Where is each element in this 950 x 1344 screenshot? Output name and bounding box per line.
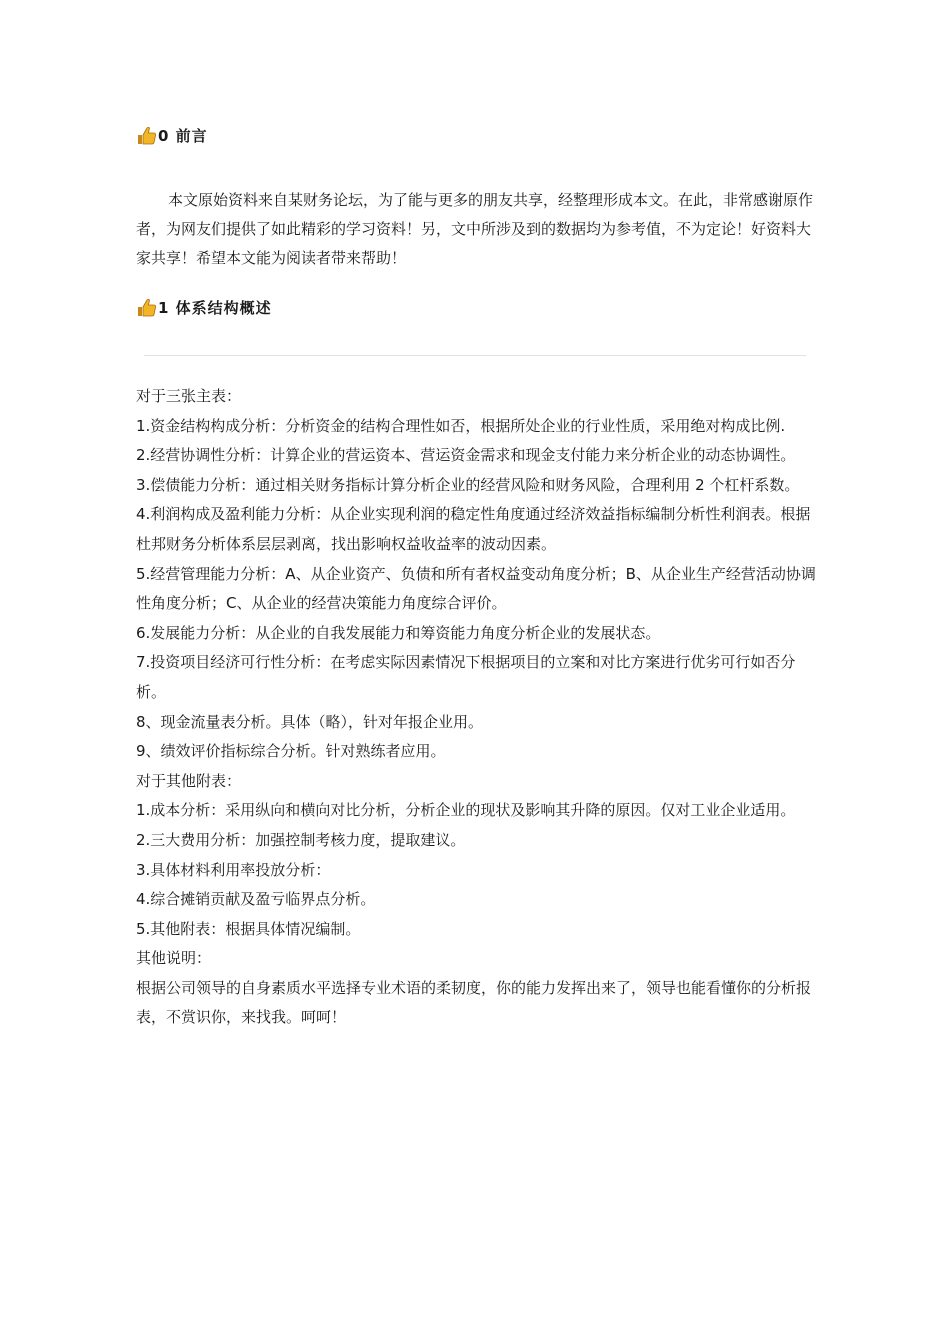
- list-item: 1.资金结构构成分析：分析资金的结构合理性如否，根据所处企业的行业性质，采用绝对构成比例.: [136, 416, 786, 435]
- overview-heading-text: 1 体系结构概述: [158, 298, 272, 317]
- analysis-list: [136, 382, 816, 1033]
- list-item: 3.具体材料利用率投放分析：: [136, 860, 331, 879]
- thumbs-up-icon: [136, 124, 158, 146]
- list-item: 9、绩效评价指标综合分析。针对熟练者应用。: [136, 742, 446, 761]
- list-item: 5.经营管理能力分析：A、从企业资产、负债和所有者权益变动角度分析；B、从企业生产经营活动协调性角度分析；C、从企业的经营决策能力角度综合评价。: [136, 564, 816, 613]
- list-item: 对于三张主表：: [136, 387, 242, 405]
- list-item: 其他说明：: [136, 949, 212, 968]
- preface-heading: [136, 124, 208, 146]
- list-item: 1.成本分析：采用纵向和横向对比分析，分析企业的现状及影响其升降的原因。仅对工业企业适用。: [136, 801, 796, 820]
- list-item: 8、现金流量表分析。具体（略），针对年报企业用。: [136, 712, 484, 731]
- list-item: 7.投资项目经济可行性分析：在考虑实际因素情况下根据项目的立案和对比方案进行优劣可行如否分析。: [136, 653, 796, 701]
- list-item: 6.发展能力分析：从企业的自我发展能力和筹资能力角度分析企业的发展状态。: [136, 623, 661, 642]
- list-item: 4.综合摊销贡献及盈亏临界点分析。: [136, 890, 376, 909]
- thumbs-up-icon: [136, 296, 158, 318]
- list-item: 5.其他附表：根据具体情况编制。: [136, 919, 361, 938]
- intro-paragraph: 本文原始资料来自某财务论坛，为了能与更多的朋友共享，经整理形成本文。在此，非常感谢原作者，为网友们提供了如此精彩的学习资料！另，文中所涉及到的数据均为参考值，不为定论！好资料大家共享！希望本文能为阅读者带来帮助！: [136, 191, 814, 267]
- list-item: 对于其他附表：: [136, 771, 242, 790]
- list-item: 2.三大费用分析：加强控制考核力度，提取建议。: [136, 830, 466, 849]
- list-item: 2.经营协调性分析：计算企业的营运资本、营运资金需求和现金支付能力来分析企业的动态协调性。: [136, 446, 796, 465]
- list-item: 4.利润构成及盈利能力分析：从企业实现利润的稳定性角度通过经济效益指标编制分析性利润表。根据杜邦财务分析体系层层剥离，找出影响权益收益率的波动因素。: [136, 505, 811, 553]
- divider: [144, 355, 806, 356]
- overview-heading: [136, 296, 272, 318]
- list-item: 根据公司领导的自身素质水平选择专业术语的柔韧度，你的能力发挥出来了，领导也能看懂你的分析报表，不赏识你，来找我。呵呵！: [136, 978, 812, 1027]
- preface-heading-text: 0 前言: [158, 126, 208, 145]
- list-item: 3.偿债能力分析：通过相关财务指标计算分析企业的经营风险和财务风险，合理利用 2 个杠杆系数。: [136, 475, 800, 494]
